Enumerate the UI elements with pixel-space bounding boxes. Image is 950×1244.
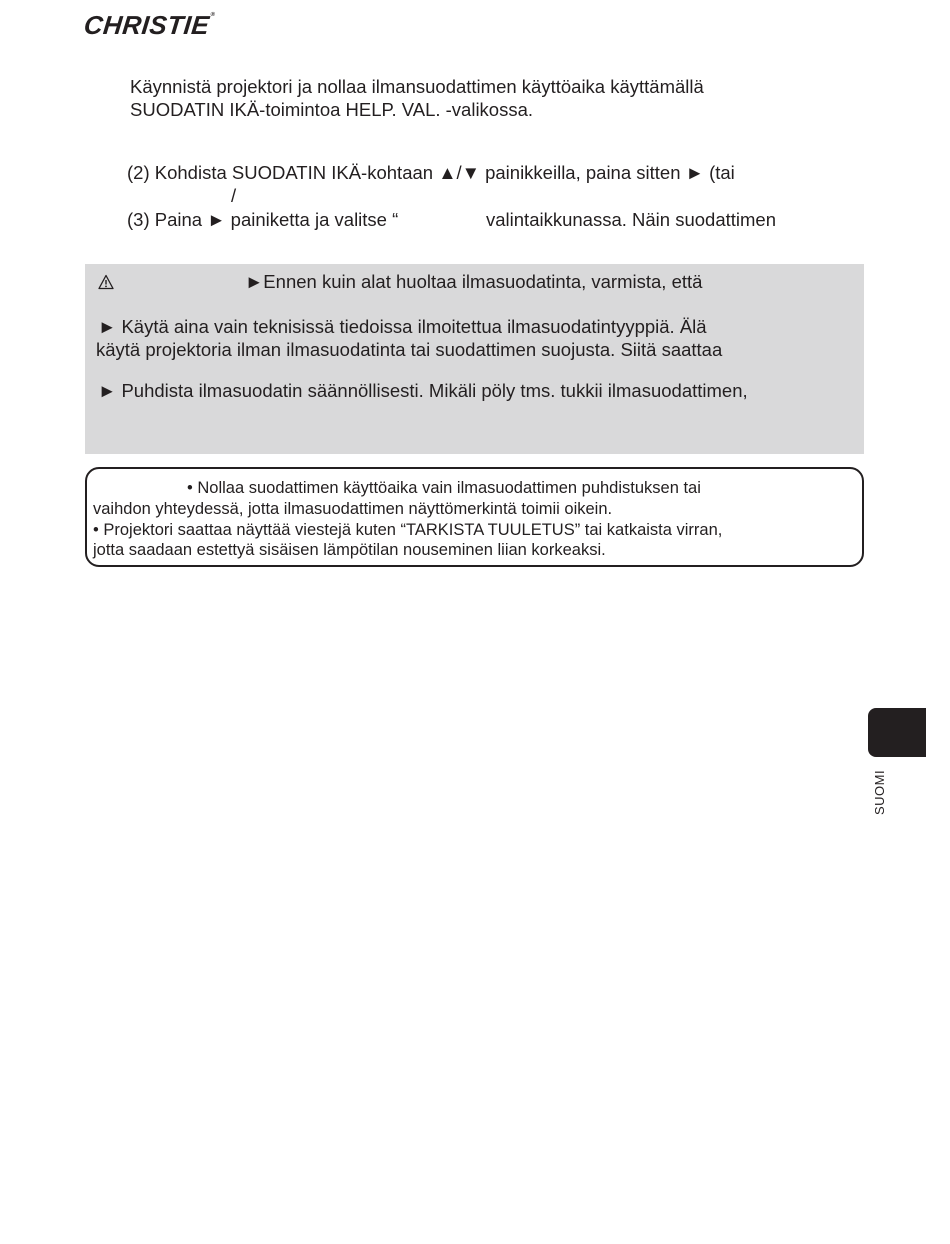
step-2-line-1: (2) Kohdista SUODATIN IKÄ-kohtaan ▲/▼ painikkeilla, paina sitten ► (tai [127, 162, 735, 183]
intro-line-1: Käynnistä projektori ja nollaa ilmansuodattimen käyttöaika käyttämällä [130, 76, 704, 97]
logo-text: CHRISTIE [82, 10, 211, 40]
note-line-1: • Nollaa suodattimen käyttöaika vain ilmasuodattimen puhdistuksen tai [187, 479, 701, 497]
language-label: SUOMI [872, 769, 887, 815]
note-box [85, 467, 864, 567]
caution-line-1: ►Ennen kuin alat huoltaa ilmasuodatinta, varmista, että [245, 271, 703, 292]
step-3-line-1b: valintaikkunassa. Näin suodattimen [486, 209, 776, 230]
caution-line-4: ► Puhdista ilmasuodatin säännöllisesti. Mikäli pöly tms. tukkii ilmasuodattimen, [98, 380, 748, 401]
registered-mark: ® [210, 12, 216, 18]
warning-triangle-icon [98, 274, 114, 290]
note-line-3: • Projektori saattaa näyttää viestejä kuten “TARKISTA TUULETUS” tai katkaista virran, [93, 521, 723, 539]
step-2-line-2: / [231, 185, 237, 206]
note-line-2: vaihdon yhteydessä, jotta ilmasuodattimen näyttömerkintä toimii oikein. [93, 500, 613, 518]
intro-line-2: SUODATIN IKÄ-toimintoa HELP. VAL. -valikossa. [130, 99, 534, 120]
caution-line-3: käytä projektoria ilman ilmasuodatinta tai suodattimen suojusta. Siitä saattaa [96, 339, 723, 360]
step-3-line-1: (3) Paina ► painiketta ja valitse “ [127, 209, 399, 230]
language-tab [868, 708, 926, 757]
caution-line-2: ► Käytä aina vain teknisissä tiedoissa ilmoitettua ilmasuodatintyyppiä. Älä [98, 316, 707, 337]
caution-box [85, 264, 864, 454]
note-line-4: jotta saadaan estettyä sisäisen lämpötilan nouseminen liian korkeaksi. [93, 541, 606, 559]
christie-logo [82, 10, 216, 41]
